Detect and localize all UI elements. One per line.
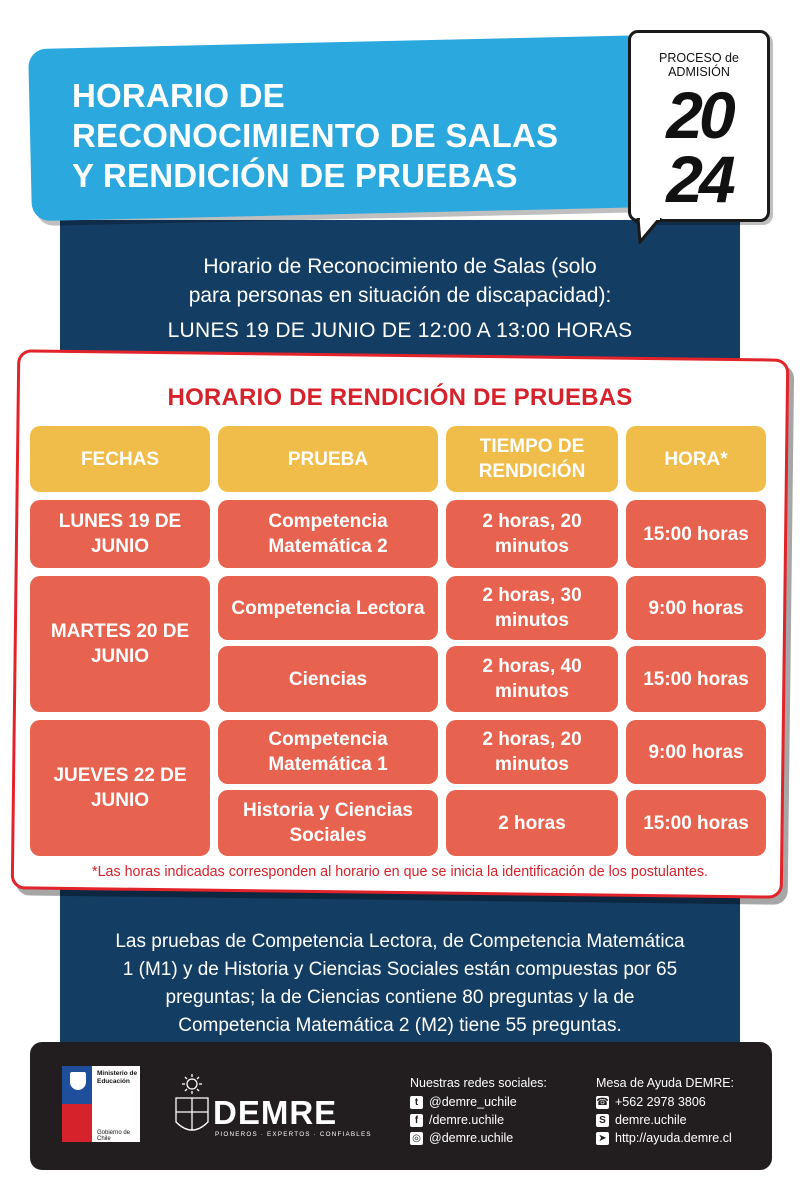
date-cell: LUNES 19 DE JUNIO — [30, 500, 210, 568]
header-prueba: PRUEBA — [218, 426, 438, 492]
badge-label: PROCESO de ADMISIÓN — [659, 51, 739, 79]
badge-year-top: 20 — [666, 78, 732, 152]
tiempo-cell: 2 horas, 40 minutos — [446, 646, 618, 712]
schedule-footnote: *Las horas indicadas corresponden al horario en que se inicia la identificación de los postulantes. — [92, 864, 708, 880]
info-paragraph: Las pruebas de Competencia Lectora, de Competencia Matemática 1 (M1) y de Historia y Ciencias Sociales están compuestas por 65 preguntas; la de Ciencias contiene 80 preguntas y la de Competencia Matemática 2 (M2) tiene 55 preguntas. — [115, 931, 685, 1036]
hora-cell: 15:00 horas — [626, 790, 766, 856]
tiempo-cell: 2 horas, 20 minutos — [446, 720, 618, 784]
coat-of-arms-icon — [70, 1072, 86, 1090]
demre-emblem-icon — [172, 1072, 212, 1140]
hora-cell: 15:00 horas — [626, 646, 766, 712]
badge-year-bottom: 24 — [666, 142, 732, 216]
twitter-icon: t — [410, 1096, 423, 1109]
prueba-cell: Competencia Matemática 1 — [218, 720, 438, 784]
prueba-cell: Competencia Matemática 2 — [218, 500, 438, 568]
prueba-cell: Historia y Ciencias Sociales — [218, 790, 438, 856]
instagram-icon: ◎ — [410, 1132, 423, 1145]
hora-cell: 15:00 horas — [626, 500, 766, 568]
admission-badge — [628, 30, 770, 222]
prueba-cell: Competencia Lectora — [218, 576, 438, 640]
header-hora: HORA* — [626, 426, 766, 492]
date-cell: MARTES 20 DE JUNIO — [30, 576, 210, 712]
demre-logo-text: DEMRE — [213, 1094, 338, 1131]
help-website[interactable]: ➤ http://ayuda.demre.cl — [596, 1131, 732, 1145]
skype-icon: S — [596, 1114, 609, 1127]
help-heading: Mesa de Ayuda DEMRE: — [596, 1076, 735, 1090]
badge-speech-tail — [636, 218, 666, 244]
demre-tagline: PIONEROS · EXPERTOS · CONFIABLES — [215, 1131, 372, 1138]
gobierno-label: Gobierno de Chile — [97, 1130, 131, 1142]
reconocimiento-date: LUNES 19 DE JUNIO DE 12:00 A 13:00 HORAS — [167, 319, 633, 342]
date-cell: JUEVES 22 DE JUNIO — [30, 720, 210, 856]
social-twitter[interactable]: t @demre_uchile — [410, 1095, 517, 1109]
social-heading: Nuestras redes sociales: — [410, 1076, 547, 1090]
mineduc-logo — [62, 1066, 140, 1142]
facebook-icon: f — [410, 1114, 423, 1127]
hora-cell: 9:00 horas — [626, 720, 766, 784]
help-skype[interactable]: S demre.uchile — [596, 1113, 687, 1127]
tiempo-cell: 2 horas, 20 minutos — [446, 500, 618, 568]
hora-cell: 9:00 horas — [626, 576, 766, 640]
social-facebook[interactable]: f /demre.uchile — [410, 1113, 504, 1127]
header-fechas: FECHAS — [30, 426, 210, 492]
schedule-title: HORARIO DE RENDICIÓN DE PRUEBAS — [167, 384, 633, 411]
social-instagram[interactable]: ◎ @demre.uchile — [410, 1131, 513, 1145]
reconocimiento-description: Horario de Reconocimiento de Salas (solo para personas en situación de discapacidad): — [188, 255, 612, 307]
tiempo-cell: 2 horas, 30 minutos — [446, 576, 618, 640]
tiempo-cell: 2 horas — [446, 790, 618, 856]
send-icon: ➤ — [596, 1132, 609, 1145]
help-phone[interactable]: ☎ +562 2978 3806 — [596, 1095, 706, 1109]
flag-red-block — [62, 1104, 92, 1142]
prueba-cell: Ciencias — [218, 646, 438, 712]
phone-icon: ☎ — [596, 1096, 609, 1108]
page-title: HORARIO DE RECONOCIMIENTO DE SALAS Y RENDICIÓN DE PRUEBAS — [72, 77, 559, 194]
header-tiempo: TIEMPO DE RENDICIÓN — [446, 426, 618, 492]
mineduc-name: Ministerio de Educación — [97, 1070, 138, 1085]
